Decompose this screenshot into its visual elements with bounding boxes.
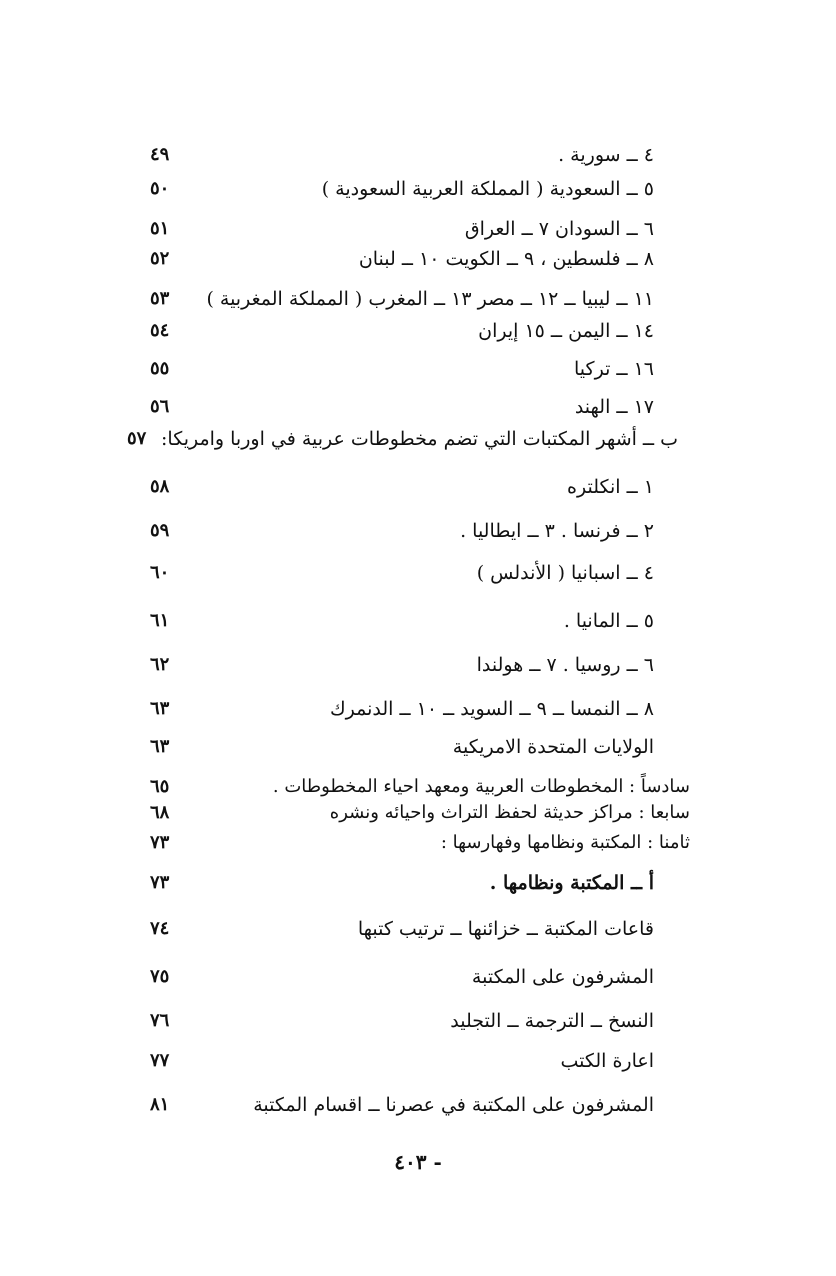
toc-page-number: ٧٦ <box>150 1010 170 1031</box>
toc-entry-text: ٥ ــ المانيا . <box>563 610 654 632</box>
toc-entry-text: ١١ ــ ليبيا ــ ١٢ ــ مصر ١٣ ــ المغرب ( المملكة المغربية ) <box>206 288 654 310</box>
toc-row <box>150 866 678 900</box>
toc-page-number: ٦٣ <box>150 736 170 757</box>
page-number-footer: - ٤٠٣ <box>394 1150 442 1174</box>
toc-entry-text: أ ــ المكتبة ونظامها . <box>489 872 654 894</box>
toc-row <box>150 172 678 206</box>
toc-row <box>150 390 678 424</box>
toc-row <box>150 514 678 548</box>
toc-row <box>150 692 678 726</box>
toc-entry-text: الولايات المتحدة الامريكية <box>452 736 654 758</box>
toc-page-number: ٦٢ <box>150 654 170 675</box>
toc-entry-text: المشرفون على المكتبة <box>471 966 654 988</box>
toc-page-number: ٧٤ <box>150 918 170 939</box>
toc-entry-text: سابعا : مراكز حديثة لحفظ التراث واحيائه ونشره <box>329 802 690 823</box>
toc-page-number: ٦٨ <box>150 802 170 823</box>
toc-entry-text: ٦ ــ روسيا . ٧ ــ هولندا <box>476 654 654 676</box>
toc-page-number: ٥١ <box>150 218 170 239</box>
toc-row <box>150 556 678 590</box>
toc-page-number: ٧٥ <box>150 966 170 987</box>
toc-row <box>150 960 678 994</box>
toc-page-number: ٥٩ <box>150 520 170 541</box>
toc-page-number: ٥٥ <box>150 358 170 379</box>
toc-row <box>150 1088 678 1122</box>
toc-row <box>150 796 690 830</box>
toc-entry-text: ٢ ــ فرنسا . ٣ ــ ايطاليا . <box>460 520 654 542</box>
toc-row <box>150 212 678 246</box>
toc-entry-text: النسخ ــ الترجمة ــ التجليد <box>450 1010 654 1032</box>
toc-page-number: ٤٩ <box>150 144 170 165</box>
toc-row <box>150 242 678 276</box>
toc-entry-text: ٥ ــ السعودية ( المملكة العربية السعودية ) <box>321 178 654 200</box>
toc-page-number: ٥٦ <box>150 396 170 417</box>
toc-page-number: ٦٣ <box>150 698 170 719</box>
toc-entry-text: ثامنا : المكتبة ونظامها وفهارسها : <box>440 832 690 853</box>
toc-entry-text: اعارة الكتب <box>560 1050 654 1072</box>
toc-page-number: ٥٧ <box>127 428 147 449</box>
toc-entry-text: سادساً : المخطوطات العربية ومعهد احياء المخطوطات . <box>272 776 690 797</box>
toc-row <box>150 352 678 386</box>
toc-row <box>150 138 678 172</box>
toc-page-number: ٥٣ <box>150 288 170 309</box>
toc-entry-text: ٤ ــ اسبانيا ( الأندلس ) <box>476 562 654 584</box>
toc-row <box>150 604 678 638</box>
toc-page-number: ٦١ <box>150 610 170 631</box>
toc-page-number: ٥٢ <box>150 248 170 269</box>
toc-page-number: ٧٧ <box>150 1050 170 1071</box>
toc-page-number: ٥٤ <box>150 320 170 341</box>
toc-page-number: ٥٨ <box>150 476 170 497</box>
toc-page-number: ٨١ <box>150 1094 170 1115</box>
toc-entry-text: ١٦ ــ تركيا <box>574 358 654 380</box>
toc-entry-text: ١٤ ــ اليمن ــ ١٥ إيران <box>478 320 654 342</box>
toc-entry-text: ٨ ــ النمسا ــ ٩ ــ السويد ــ ١٠ ــ الدنمرك <box>329 698 654 720</box>
toc-row <box>150 282 678 316</box>
toc-row <box>150 912 678 946</box>
toc-row <box>150 470 678 504</box>
toc-entry-text: ٨ ــ فلسطين ، ٩ ــ الكويت ١٠ ــ لبنان <box>358 248 654 270</box>
toc-page-number: ٦٠ <box>150 562 170 583</box>
toc-entry-text: قاعات المكتبة ــ خزائنها ــ ترتيب كتبها <box>357 918 654 940</box>
toc-row <box>150 826 690 860</box>
toc-entry-text: ب ــ أشهر المكتبات التي تضم مخطوطات عربية في اوربا وامريكا: <box>161 428 678 450</box>
toc-entry-text: ١ ــ انكلتره <box>567 476 654 498</box>
toc-row <box>150 1004 678 1038</box>
toc-page-number: ٧٣ <box>150 832 170 853</box>
toc-entry-text: ٦ ــ السودان ٧ ــ العراق <box>464 218 654 240</box>
toc-row <box>150 648 678 682</box>
toc-entry-text: ٤ ــ سورية . <box>558 144 654 166</box>
toc-page-number: ٥٠ <box>150 178 170 199</box>
toc-row <box>150 730 678 764</box>
toc-row <box>150 1044 678 1078</box>
toc-page-number: ٧٣ <box>150 872 170 893</box>
toc-row <box>150 314 678 348</box>
toc-entry-text: ١٧ ــ الهند <box>574 396 654 418</box>
toc-entry-text: المشرفون على المكتبة في عصرنا ــ اقسام المكتبة <box>253 1094 654 1116</box>
toc-page-number: ٦٥ <box>150 776 170 797</box>
toc-row <box>127 422 678 456</box>
